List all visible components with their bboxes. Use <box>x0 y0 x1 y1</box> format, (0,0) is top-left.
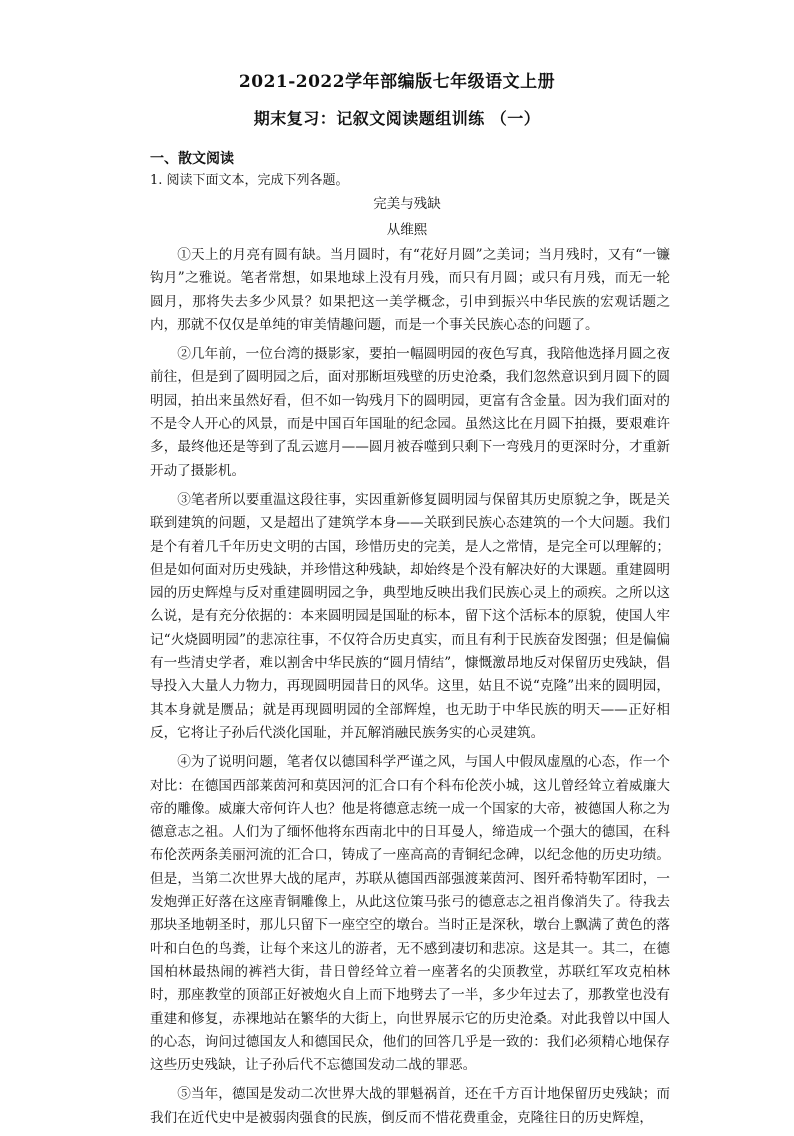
paragraph-4: ④为了说明问题，笔者仅以德国科学严谨之风，与国人中假凤虚凰的心态，作一个对比：在德国西部莱茵河和莫因河的汇合口有个科布伦茨小城，这儿曾经耸立着威廉大帝的雕像。威廉大帝何许人也？他是将德意志统一成一个国家的大帝，被德国人称之为德意志之祖。人们为了缅怀他将东西南北中的日耳曼人，缔造成一个强大的德国，在科布伦茨两条美丽河流的汇合口，铸成了一座高高的青铜纪念碑，以纪念他的历史功绩。但是，当第二次世界大战的尾声，苏联从德国西部强渡莱茵河、图歼希特勒军团时，一发炮弹正好落在这座青铜雕像上，从此这位策马张弓的德意志之祖肖像消失了。待我去那块圣地朝圣时，那儿只留下一座空空的墩台。当时正是深秋，墩台上飘满了黄色的落叶和白色的鸟粪，让每个来这儿的游者，无不感到凄切和悲凉。这是其一。其二，在德国柏林最热闹的裤裆大街，昔日曾经耸立着一座著名的尖顶教堂，苏联红军攻克柏林时，那座教堂的顶部正好被炮火自上而下地劈去了一半，多少年过去了，那教堂也没有重建和修复，赤裸地站在繁华的大街上，向世界展示它的历史沧桑。对此我曾以中国人的心态，询问过德国友人和德国民众，他们的回答几乎是一致的：我们必须精心地保存这些历史残缺，让子孙后代不忘德国发动二战的罪恶。 <box>150 754 670 1074</box>
question-prompt: 1. 阅读下面文本，完成下列各题。 <box>150 173 349 188</box>
paragraph-3: ③笔者所以要重温这段往事，实因重新修复圆明园与保留其历史原貌之争，既是关联到建筑的问题，又是超出了建筑学本身——关联到民族心态建筑的一个大问题。我们是个有着几千年历史文明的古国，珍惜历史的完美，是人之常情，是完全可以理解的；但是如何面对历史残缺，并珍惜这种残缺，却始终是个没有解决好的大课题。重建圆明园的历史辉煌与反对重建圆明园之争，典型地反映出我们民族心灵上的顽疾。之所以这么说，是有充分依据的：本来圆明园是国耻的标本，留下这个活标本的原貌，使国人牢记“火烧圆明园”的悲凉往事，不仅符合历史真实，而且有利于民族奋发图强；但是偏偏有一些清史学者，难以割舍中华民族的“圆月情结”，慷慨激昂地反对保留历史残缺，倡导投入大量人力物力，再现圆明园昔日的风华。这里，姑且不说“克隆”出来的圆明园，其本身就是赝品；就是再现圆明园的全部辉煌，也无助于中华民族的明天——正好相反，它将让子孙后代淡化国耻，并瓦解消融民族务实的心灵建筑。 <box>150 491 670 741</box>
passage-title: 完美与残缺 <box>373 196 441 212</box>
paragraph-2: ②几年前，一位台湾的摄影家，要拍一幅圆明园的夜色写真，我陪他选择月圆之夜前往，但是到了圆明园之后，面对那断垣残壁的历史沧桑，我们忽然意识到月圆下的圆明园，拍出来虽然好看，但不如一钩残月下的圆明园，更富有含金量。因为我们面对的不是令人开心的风景，而是中国百年国耻的纪念园。虽然这比在月圆下拍摄，要艰难许多，最终他还是等到了乱云遮月——圆月被吞噬到只剩下一弯残月的更深时分，才重新开动了摄影机。 <box>150 346 670 479</box>
document-subtitle: 期末复习：记叙文阅读题组训练 （一） <box>253 109 541 128</box>
paragraph-5: ⑤当年，德国是发动二次世界大战的罪魁祸首，还在千方百计地保留历史残缺；而我们在近代史中是被弱肉强食的民族，倒反而不惜花费重金，克隆往日的历史辉煌， <box>150 1086 670 1126</box>
document-title: 2021-2022学年部编版七年级语文上册 <box>238 72 556 92</box>
passage-body <box>150 244 670 1136</box>
paragraph-1: ①天上的月亮有圆有缺。当月圆时，有“花好月圆”之美词；当月残时，又有“一镰钩月”之雅说。笔者常想，如果地球上没有月残，而只有月圆；或只有月残，而无一轮圆月，那将失去多少风景？如果把这一美学概念，引申到振兴中华民族的宏观话题之内，那就不仅仅是单纯的审美情趣问题，而是一个事关民族心态的问题了。 <box>150 247 670 333</box>
section-heading: 一、散文阅读 <box>150 151 234 167</box>
passage-author: 从维熙 <box>386 222 428 238</box>
